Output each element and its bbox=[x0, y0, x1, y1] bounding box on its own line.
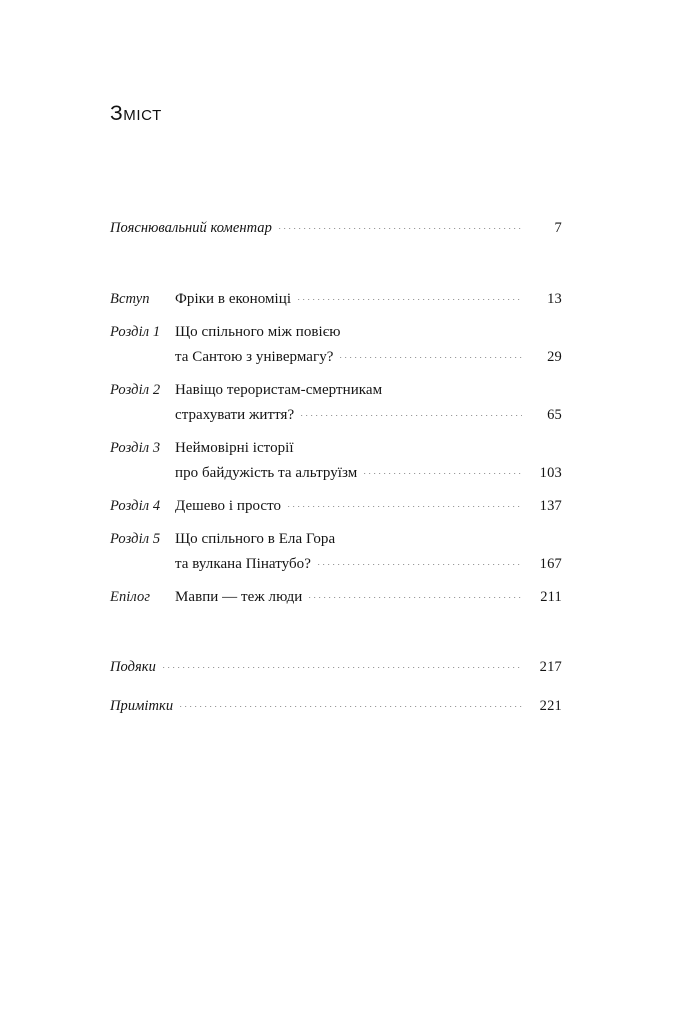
toc-entry-title-line: та Сантою з універмагу? bbox=[175, 349, 334, 365]
toc-entry-title-line: Неймовірні історії bbox=[175, 440, 294, 456]
toc-row bbox=[110, 694, 562, 719]
dot-leader bbox=[163, 667, 522, 668]
toc-entry-label: Розділ 5 bbox=[110, 531, 161, 547]
dot-leader bbox=[298, 299, 522, 300]
toc-page-number: 65 bbox=[547, 407, 562, 423]
toc-entry-title-line: Що спільного між повією bbox=[175, 324, 341, 340]
toc-page-number: 29 bbox=[547, 349, 562, 365]
spacer bbox=[110, 680, 562, 694]
toc-entry-title: Примітки bbox=[110, 698, 174, 714]
toc-row bbox=[110, 552, 562, 577]
toc-row bbox=[110, 287, 562, 312]
toc-row bbox=[110, 320, 562, 345]
spacer bbox=[110, 241, 562, 287]
toc-page-number: 7 bbox=[554, 220, 562, 236]
dot-leader bbox=[180, 706, 522, 707]
spacer bbox=[110, 519, 562, 527]
dot-leader bbox=[340, 357, 522, 358]
dot-leader bbox=[279, 228, 522, 229]
toc-entry-label: Епілог bbox=[110, 589, 151, 605]
toc-page-number: 217 bbox=[539, 659, 562, 675]
toc-entry-label: Вступ bbox=[110, 291, 150, 307]
toc-entry-title: Мавпи — теж люди bbox=[175, 589, 303, 605]
toc-page-number: 137 bbox=[539, 498, 562, 514]
toc-row bbox=[110, 216, 562, 241]
spacer bbox=[110, 312, 562, 320]
toc-row bbox=[110, 655, 562, 680]
toc-entry-title-line: Що спільного в Ела Гора bbox=[175, 531, 336, 547]
toc-row bbox=[110, 461, 562, 486]
toc-entry-label: Розділ 4 bbox=[110, 498, 161, 514]
toc-entry-label: Розділ 3 bbox=[110, 440, 161, 456]
toc-page-number: 167 bbox=[539, 556, 562, 572]
toc-entry-list bbox=[110, 216, 562, 719]
dot-leader bbox=[318, 564, 522, 565]
toc-page-number: 221 bbox=[539, 698, 562, 714]
toc-entry-chapter-3[interactable] bbox=[110, 436, 562, 486]
toc-entry-epilogue[interactable] bbox=[110, 585, 562, 610]
toc-row bbox=[110, 436, 562, 461]
toc-entry-title-line: про байдужість та альтруїзм bbox=[175, 465, 358, 481]
dot-leader bbox=[301, 415, 522, 416]
toc-entry-title: Подяки bbox=[110, 659, 156, 675]
dot-leader bbox=[364, 473, 522, 474]
page-title: Зміст bbox=[110, 102, 162, 125]
toc-entry-intro[interactable] bbox=[110, 287, 562, 312]
spacer bbox=[110, 428, 562, 436]
dot-leader bbox=[309, 597, 522, 598]
toc-row bbox=[110, 585, 562, 610]
toc-entry-label: Розділ 2 bbox=[110, 382, 161, 398]
toc-row bbox=[110, 378, 562, 403]
toc-entry-label: Розділ 1 bbox=[110, 324, 161, 340]
toc-entry-title: Пояснювальний коментар bbox=[110, 220, 272, 236]
toc-entry-title-line: Навіщо терористам-смертникам bbox=[175, 382, 383, 398]
toc-entry-chapter-1[interactable] bbox=[110, 320, 562, 370]
spacer bbox=[110, 486, 562, 494]
toc-entry-acknowledgements[interactable] bbox=[110, 655, 562, 680]
toc-entry-explanatory-comment[interactable] bbox=[110, 216, 562, 241]
toc-entry-title: Фріки в економіці bbox=[175, 291, 292, 307]
toc-row bbox=[110, 527, 562, 552]
toc-entry-title: Дешево і просто bbox=[175, 498, 282, 514]
toc-row bbox=[110, 403, 562, 428]
toc-row bbox=[110, 494, 562, 519]
toc-entry-title-line: страхувати життя? bbox=[175, 407, 295, 423]
spacer bbox=[110, 370, 562, 378]
toc-page-number: 211 bbox=[540, 589, 562, 605]
toc-entry-chapter-2[interactable] bbox=[110, 378, 562, 428]
toc-row bbox=[110, 345, 562, 370]
toc-entry-chapter-4[interactable] bbox=[110, 494, 562, 519]
toc-entry-chapter-5[interactable] bbox=[110, 527, 562, 577]
toc-entry-notes[interactable] bbox=[110, 694, 562, 719]
spacer bbox=[110, 577, 562, 585]
spacer bbox=[110, 610, 562, 655]
toc-entry-title-line: та вулкана Пінатубо? bbox=[175, 556, 311, 572]
toc-page-number: 103 bbox=[539, 465, 562, 481]
toc-page-number: 13 bbox=[547, 291, 562, 307]
dot-leader bbox=[288, 506, 522, 507]
